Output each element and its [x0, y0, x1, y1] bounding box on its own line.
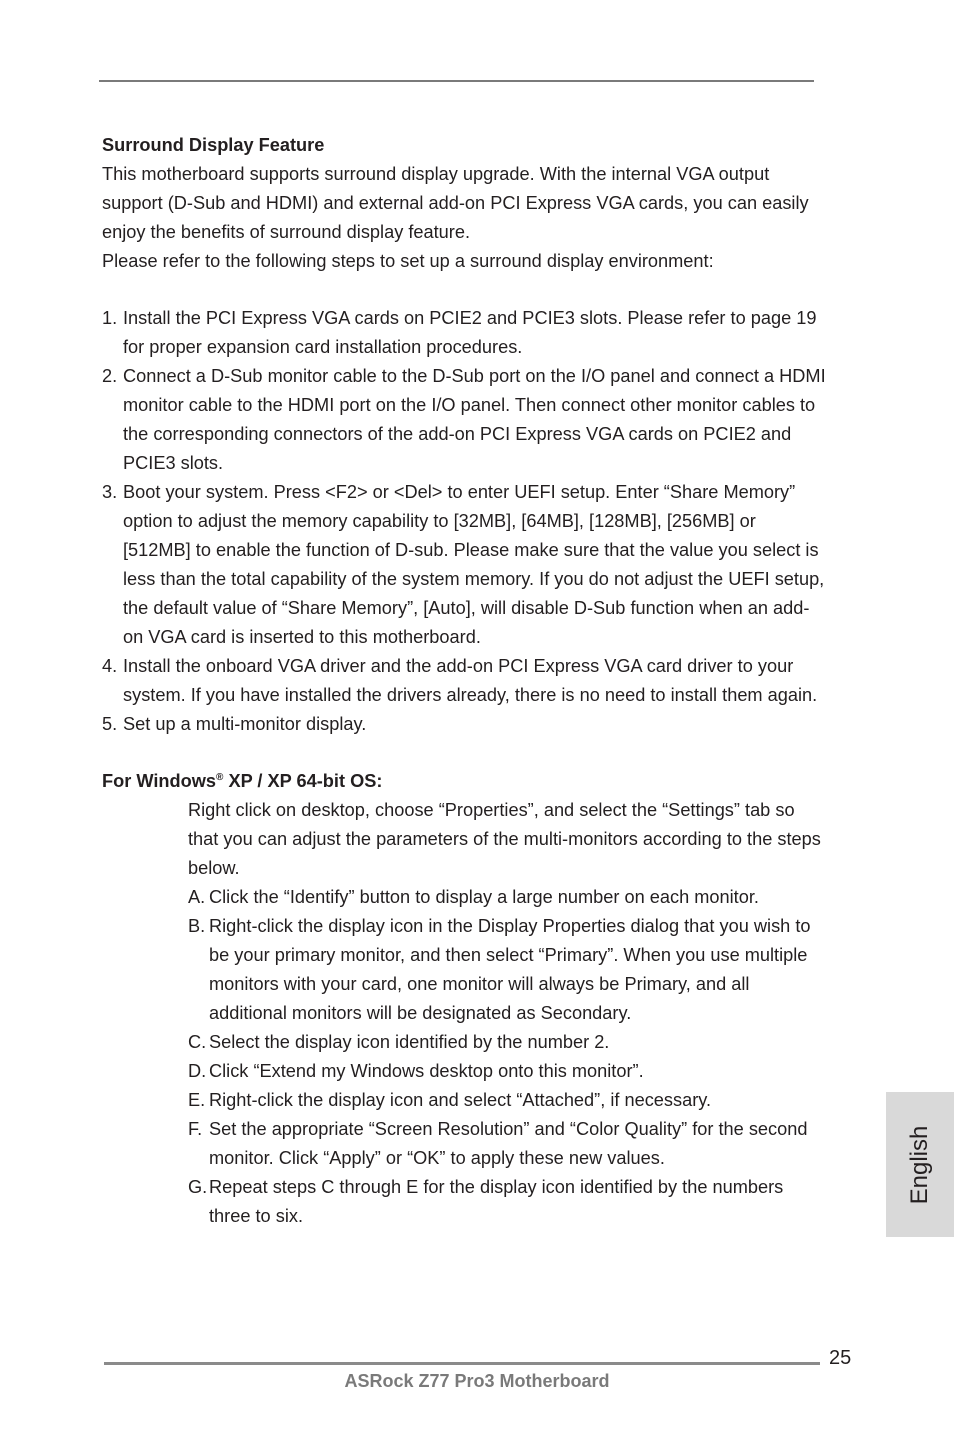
list-item: F. Set the appropriate “Screen Resolution” and “Color Quality” for the second monitor. Click “Apply” or “OK” to apply these new values. — [188, 1119, 808, 1168]
language-label: English — [906, 1125, 933, 1204]
bottom-divider — [104, 1362, 820, 1365]
page-number: 25 — [829, 1347, 852, 1369]
windows-heading: For Windows® XP / XP 64-bit OS: — [102, 771, 383, 791]
refer-paragraph: Please refer to the following steps to set up a surround display environment: — [102, 251, 714, 271]
registered-mark: ® — [216, 772, 224, 783]
list-item: C. Select the display icon identified by the number 2. — [188, 1032, 610, 1052]
list-item: A. Click the “Identify” button to display a large number on each monitor. — [188, 887, 759, 907]
intro-paragraph: This motherboard supports surround display upgrade. With the internal VGA output support (D-Sub and HDMI) and external add-on PCI Express VGA cards, you can easily enjoy the benefits of surround display feature. — [102, 164, 809, 242]
language-tab — [886, 1092, 954, 1237]
list-item: B. Right-click the display icon in the Display Properties dialog that you wish to be your primary monitor, and then select “Primary”. When you use multiple monitors with your card, one monitor will always be Primary, and all additional monitors will be designated as Secondary. — [188, 916, 811, 1023]
list-item: D. Click “Extend my Windows desktop onto this monitor”. — [188, 1061, 644, 1081]
list-item: 5. Set up a multi-monitor display. — [102, 714, 367, 734]
list-item: 1. Install the PCI Express VGA cards on PCIE2 and PCIE3 slots. Please refer to page 19 for proper expansion card installation procedures. — [102, 308, 817, 357]
list-item: G. Repeat steps C through E for the display icon identified by the numbers three to six. — [188, 1177, 784, 1226]
windows-intro: Right click on desktop, choose “Properties”, and select the “Settings” tab so that you can adjust the parameters of the multi-monitors according to the steps below. — [188, 800, 821, 878]
list-item: 2. Connect a D-Sub monitor cable to the D-Sub port on the I/O panel and connect a HDMI monitor cable to the HDMI port on the I/O panel. Then connect other monitor cables to the corresponding connectors of the add-on PCI Express VGA cards on PCIE2 and PCIE3 slots. — [102, 366, 826, 473]
top-divider — [99, 80, 814, 82]
footer-title: ASRock Z77 Pro3 Motherboard — [344, 1371, 610, 1391]
page-content — [102, 131, 827, 1231]
list-item: 4. Install the onboard VGA driver and the add-on PCI Express VGA card driver to your system. If you have installed the drivers already, there is no need to install them again. — [102, 656, 818, 705]
list-item: 3. Boot your system. Press <F2> or <Del> to enter UEFI setup. Enter “Share Memory” option to adjust the memory capability to [32MB], [64MB], [128MB], [256MB] or [512MB] to enable the function of D-sub. Please make sure that the value you select is less than the total capability of the system memory. If you do not adjust the UEFI setup, the default value of “Share Memory”, [Auto], will disable D-Sub function when an add-on VGA card is inserted to this motherboard. — [102, 482, 825, 647]
steps-list — [102, 304, 827, 739]
list-item: E. Right-click the display icon and select “Attached”, if necessary. — [188, 1090, 712, 1110]
windows-substeps — [188, 883, 827, 1231]
section-heading: Surround Display Feature — [102, 135, 325, 155]
windows-instructions — [188, 796, 827, 1231]
